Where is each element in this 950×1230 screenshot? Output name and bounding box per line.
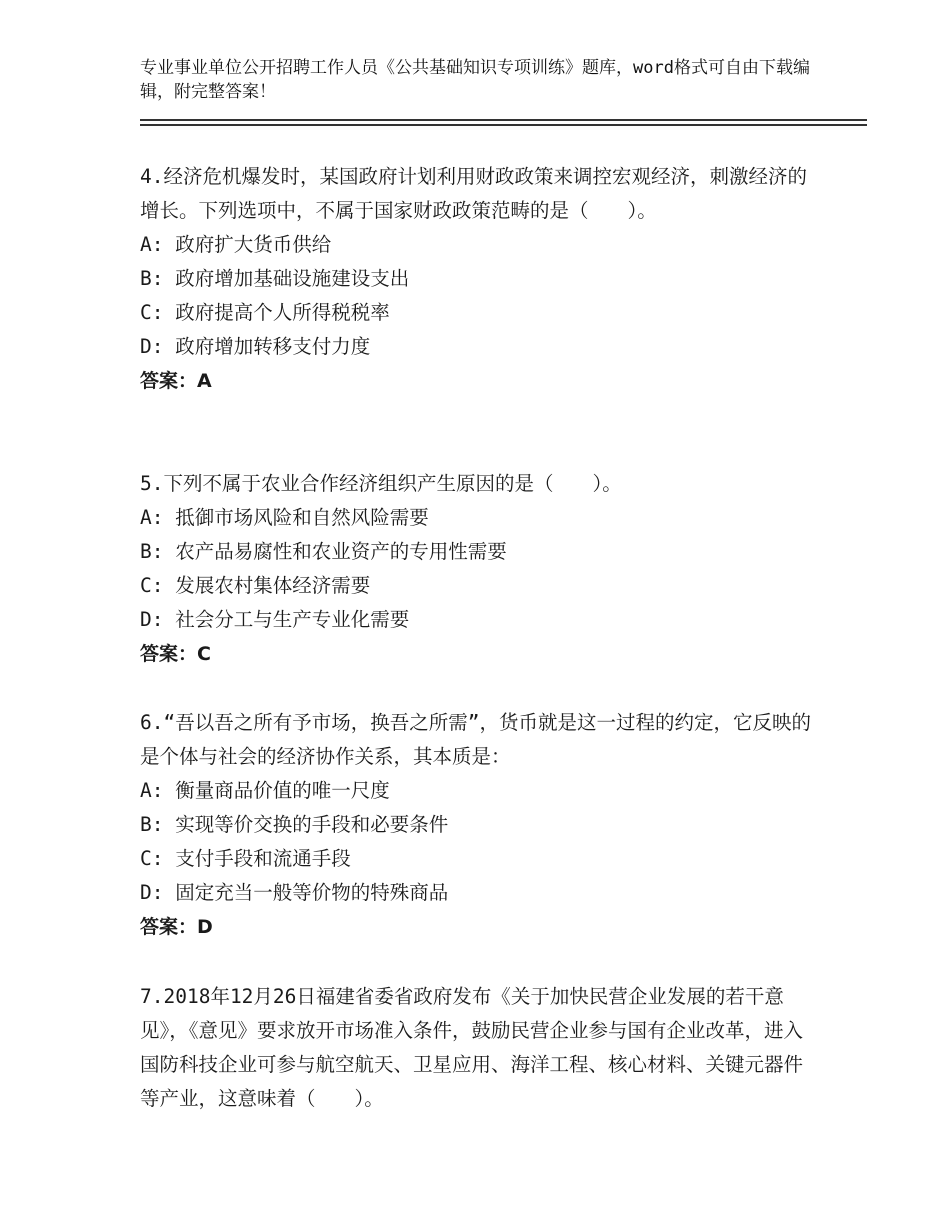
option-b: B: 实现等价交换的手段和必要条件: [140, 813, 449, 836]
option-b: B: 政府增加基础设施建设支出: [140, 267, 410, 290]
question-stem: 6.“吾以吾之所有予市场，换吾之所需”，货币就是这一过程的约定，它反映的是个体与社会的经济协作关系，其本质是：: [140, 711, 811, 768]
option-d: D: 政府增加转移支付力度: [140, 335, 371, 358]
answer-label: 答案：D: [140, 916, 213, 938]
answer-label: 答案：A: [140, 370, 212, 392]
option-c: C: 发展农村集体经济需要: [140, 574, 371, 597]
question-4: [140, 160, 820, 398]
option-d: D: 社会分工与生产专业化需要: [140, 608, 410, 631]
header-divider-top: [140, 119, 867, 121]
header-divider-bottom: [140, 124, 867, 126]
option-c: C: 支付手段和流通手段: [140, 847, 351, 870]
option-d: D: 固定充当一般等价物的特殊商品: [140, 881, 449, 904]
option-a: A: 衡量商品价值的唯一尺度: [140, 779, 390, 802]
option-a: A: 抵御市场风险和自然风险需要: [140, 506, 429, 529]
option-c: C: 政府提高个人所得税税率: [140, 301, 390, 324]
question-stem: 4.经济危机爆发时，某国政府计划利用财政政策来调控宏观经济，刺激经济的增长。下列选项中，不属于国家财政政策范畴的是（ ）。: [140, 165, 807, 222]
header-text: 专业事业单位公开招聘工作人员《公共基础知识专项训练》题库，word格式可自由下载编辑，附完整答案！: [140, 58, 810, 102]
question-stem: 5.下列不属于农业合作经济组织产生原因的是（ ）。: [140, 472, 622, 495]
option-b: B: 农产品易腐性和农业资产的专用性需要: [140, 540, 507, 563]
question-7: [140, 980, 820, 1116]
answer-label: 答案：C: [140, 643, 211, 665]
option-a: A: 政府扩大货币供给: [140, 233, 332, 256]
question-6: [140, 706, 820, 944]
document-header: [140, 56, 820, 104]
question-5: [140, 467, 820, 671]
question-stem: 7.2018年12月26日福建省委省政府发布《关于加快民营企业发展的若干意见》，《意见》要求放开市场准入条件，鼓励民营企业参与国有企业改革，进入国防科技企业可参与航空航天、卫星应用、海洋工程、核心材料、关键元器件等产业，这意味着（ ）。: [140, 985, 804, 1110]
